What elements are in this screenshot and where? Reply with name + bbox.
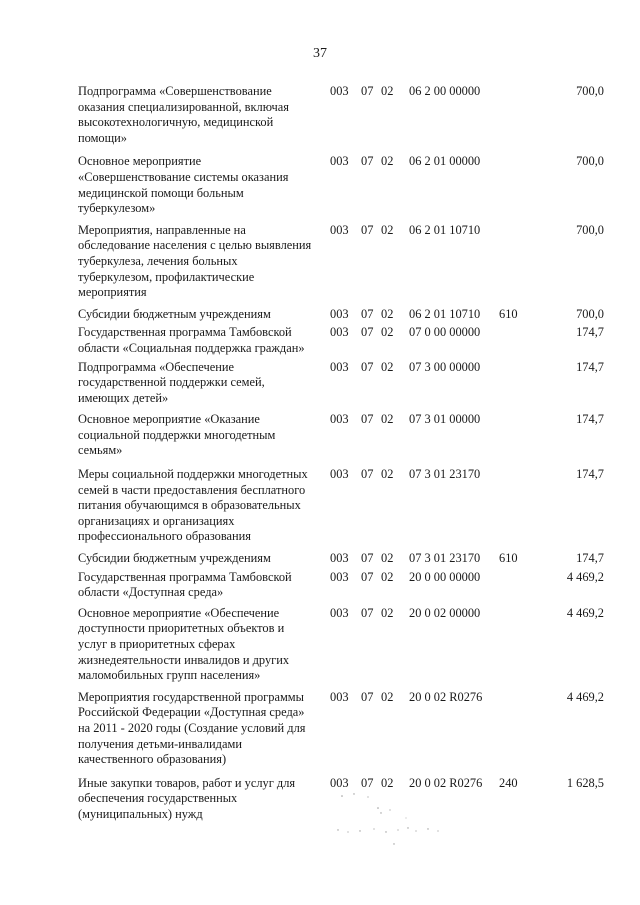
subsection-code: 02 bbox=[381, 412, 394, 427]
sum-value: 174,7 bbox=[576, 412, 604, 427]
subsection-code: 02 bbox=[381, 467, 394, 482]
subsection-code: 02 bbox=[381, 689, 394, 704]
table-row bbox=[78, 551, 612, 567]
row-name: Основное мероприятие «Оказание социальной поддержки многодетным семьям» bbox=[78, 412, 276, 458]
section-code: 07 bbox=[361, 569, 374, 584]
ministry-code: 003 bbox=[330, 306, 349, 321]
target-article-code: 06 2 01 10710 bbox=[409, 222, 481, 237]
sum-value: 700,0 bbox=[576, 306, 604, 321]
section-code: 07 bbox=[361, 775, 374, 790]
sum-value: 174,7 bbox=[576, 467, 604, 482]
sum-value: 174,7 bbox=[576, 359, 604, 374]
row-name: Основное мероприятие «Обеспечение доступности приоритетных объектов и услуг в приоритетных сферах жизнедеятельности инвалидов и других маломобильных групп населения» bbox=[78, 605, 290, 683]
ministry-code: 003 bbox=[330, 84, 349, 98]
sum-value: 700,0 bbox=[576, 84, 604, 98]
subsection-code: 02 bbox=[381, 605, 394, 620]
table-row bbox=[78, 307, 612, 323]
row-name: Меры социальной поддержки многодетных семей в части предоставления бесплатного питания обучающимся в образовательных организациях и организациях профессионального образования bbox=[78, 467, 308, 544]
scan-noise bbox=[320, 788, 460, 848]
target-article-code: 07 0 00 00000 bbox=[409, 325, 481, 340]
target-article-code: 06 2 01 00000 bbox=[409, 154, 481, 169]
sum-value: 4 469,2 bbox=[566, 569, 604, 584]
subsection-code: 02 bbox=[381, 154, 394, 169]
table-row bbox=[78, 154, 612, 216]
expense-type-code: 610 bbox=[499, 551, 518, 566]
subsection-code: 02 bbox=[381, 84, 394, 98]
ministry-code: 003 bbox=[330, 325, 349, 340]
ministry-code: 003 bbox=[330, 412, 349, 427]
subsection-code: 02 bbox=[381, 775, 394, 790]
target-article-code: 06 2 00 00000 bbox=[409, 84, 481, 98]
target-article-code: 07 3 01 00000 bbox=[409, 412, 481, 427]
sum-value: 700,0 bbox=[576, 222, 604, 237]
table-row bbox=[78, 223, 612, 301]
row-name: Субсидии бюджетным учреждениям bbox=[78, 306, 271, 321]
ministry-code: 003 bbox=[330, 359, 349, 374]
ministry-code: 003 bbox=[330, 775, 349, 790]
target-article-code: 20 0 02 R0276 bbox=[409, 689, 483, 704]
table-row bbox=[78, 84, 612, 146]
subsection-code: 02 bbox=[381, 325, 394, 340]
target-article-code: 20 0 02 R0276 bbox=[409, 775, 483, 790]
section-code: 07 bbox=[361, 325, 374, 340]
sum-value: 700,0 bbox=[576, 154, 604, 169]
target-article-code: 20 0 02 00000 bbox=[409, 605, 481, 620]
table-row bbox=[78, 325, 612, 356]
row-name: Подпрограмма «Обеспечение государственной поддержки семей, имеющих детей» bbox=[78, 359, 265, 405]
table-row bbox=[78, 467, 612, 545]
sum-value: 174,7 bbox=[576, 551, 604, 566]
table-row bbox=[78, 570, 612, 601]
sum-value: 4 469,2 bbox=[566, 605, 604, 620]
section-code: 07 bbox=[361, 551, 374, 566]
page-number: 37 bbox=[313, 46, 327, 61]
section-code: 07 bbox=[361, 605, 374, 620]
ministry-code: 003 bbox=[330, 551, 349, 566]
row-name: Мероприятия, направленные на обследование населения с целью выявления туберкулеза, лечения больных туберкулезом, профилактические мероприятия bbox=[78, 222, 312, 300]
subsection-code: 02 bbox=[381, 551, 394, 566]
ministry-code: 003 bbox=[330, 569, 349, 584]
ministry-code: 003 bbox=[330, 689, 349, 704]
row-name: Иные закупки товаров, работ и услуг для обеспечения государственных (муниципальных) нужд bbox=[78, 775, 296, 821]
target-article-code: 07 3 00 00000 bbox=[409, 359, 481, 374]
budget-table bbox=[78, 84, 612, 823]
section-code: 07 bbox=[361, 306, 374, 321]
expense-type-code: 610 bbox=[499, 306, 518, 321]
subsection-code: 02 bbox=[381, 222, 394, 237]
row-name: Основное мероприятие «Совершенствование системы оказания медицинской помощи больным туберкулезом» bbox=[78, 154, 289, 216]
subsection-code: 02 bbox=[381, 306, 394, 321]
row-name: Субсидии бюджетным учреждениям bbox=[78, 551, 271, 566]
ministry-code: 003 bbox=[330, 467, 349, 482]
section-code: 07 bbox=[361, 222, 374, 237]
ministry-code: 003 bbox=[330, 154, 349, 169]
target-article-code: 06 2 01 10710 bbox=[409, 306, 481, 321]
expense-type-code: 240 bbox=[499, 775, 518, 790]
ministry-code: 003 bbox=[330, 605, 349, 620]
row-name: Мероприятия государственной программы Российской Федерации «Доступная среда» на 2011 - 2020 годы (Создание условий для получения детьми-инвалидами качественного образования) bbox=[78, 689, 306, 767]
ministry-code: 003 bbox=[330, 222, 349, 237]
table-row bbox=[78, 412, 612, 459]
sum-value: 4 469,2 bbox=[566, 689, 604, 704]
table-row bbox=[78, 606, 612, 684]
subsection-code: 02 bbox=[381, 359, 394, 374]
row-name: Государственная программа Тамбовской области «Доступная среда» bbox=[78, 569, 292, 600]
sum-value: 1 628,5 bbox=[566, 775, 604, 790]
section-code: 07 bbox=[361, 359, 374, 374]
section-code: 07 bbox=[361, 84, 374, 98]
section-code: 07 bbox=[361, 412, 374, 427]
sum-value: 174,7 bbox=[576, 325, 604, 340]
section-code: 07 bbox=[361, 467, 374, 482]
row-name: Подпрограмма «Совершенствование оказания специализированной, включая высокотехнологичную, медицинской помощи» bbox=[78, 84, 289, 145]
table-row bbox=[78, 360, 612, 407]
target-article-code: 20 0 00 00000 bbox=[409, 569, 481, 584]
table-row bbox=[78, 690, 612, 768]
row-name: Государственная программа Тамбовской области «Социальная поддержка граждан» bbox=[78, 325, 305, 355]
section-code: 07 bbox=[361, 689, 374, 704]
subsection-code: 02 bbox=[381, 569, 394, 584]
section-code: 07 bbox=[361, 154, 374, 169]
target-article-code: 07 3 01 23170 bbox=[409, 551, 481, 566]
target-article-code: 07 3 01 23170 bbox=[409, 467, 481, 482]
